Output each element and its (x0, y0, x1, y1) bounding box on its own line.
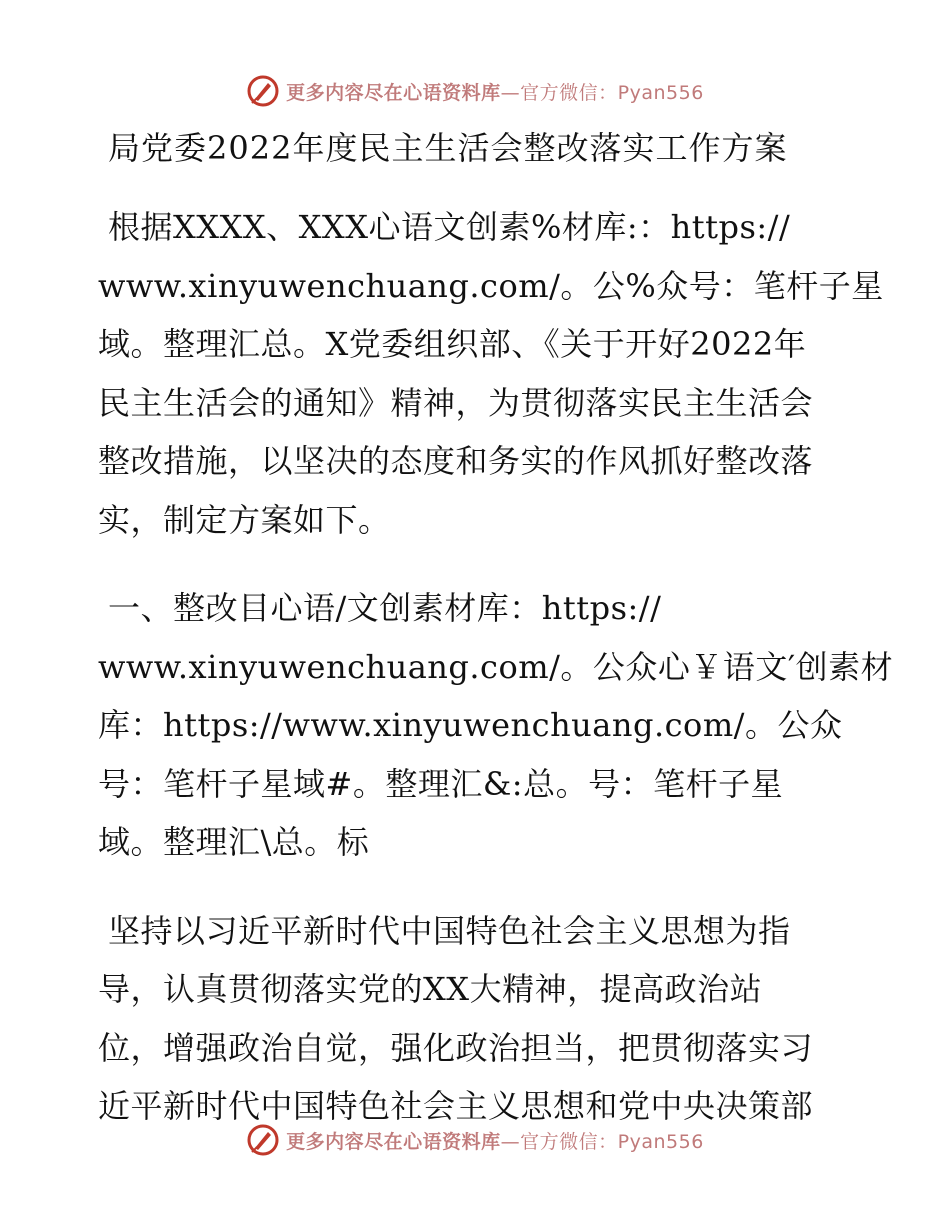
watermark-text: 更多内容尽在心语资料库—官方微信：Pyan556 (286, 1130, 704, 1153)
text-line: www.xinyuwenchuang.com/。公众心￥语文′创素材 (98, 647, 894, 686)
text-line: 实，制定方案如下。 (98, 500, 391, 539)
text-line: 整改措施，以坚决的态度和务实的作风抓好整改落 (98, 442, 814, 480)
paragraph (98, 902, 858, 1136)
text-line: 民主生活会的通知》精神，为贯彻落实民主生活会 (98, 383, 814, 422)
paragraph (98, 579, 894, 872)
watermark-text: 更多内容尽在心语资料库—官方微信：Pyan556 (286, 81, 704, 104)
text-line: 近平新时代中国特色社会主义思想和党中央决策部 (98, 1087, 814, 1125)
header-watermark (0, 71, 950, 111)
paragraph (98, 198, 884, 549)
quill-logo-icon (246, 1123, 280, 1157)
text-line: www.xinyuwenchuang.com/。公%众号：笔杆子星 (98, 266, 884, 305)
text-line: 域。整理汇\总。标 (98, 823, 370, 861)
footer-watermark (0, 1120, 950, 1160)
section-heading-line: 一、整改目心语/文创素材库：https:// (108, 589, 662, 627)
text-line: 根据XXXX、XXX心语文创素%材库:：https:// (108, 208, 791, 246)
text-line: 库：https://www.xinyuwenchuang.com/。公众 (98, 706, 843, 744)
text-line: 导，认真贯彻落实党的XX大精神，提高政治站 (98, 970, 763, 1008)
quill-logo-icon (246, 74, 280, 108)
document-body (98, 198, 894, 1166)
text-line: 号：笔杆子星域#。整理汇&:总。号：笔杆子星 (98, 764, 784, 803)
text-line: 域。整理汇总。X党委组织部、《关于开好2022年 (98, 325, 807, 363)
document-title: 局党委2022年度民主生活会整改落实工作方案 (108, 129, 788, 167)
text-line: 坚持以习近平新时代中国特色社会主义思想为指 (108, 911, 791, 950)
text-line: 位，增强政治自觉，强化政治担当，把贯彻落实习 (98, 1028, 814, 1067)
